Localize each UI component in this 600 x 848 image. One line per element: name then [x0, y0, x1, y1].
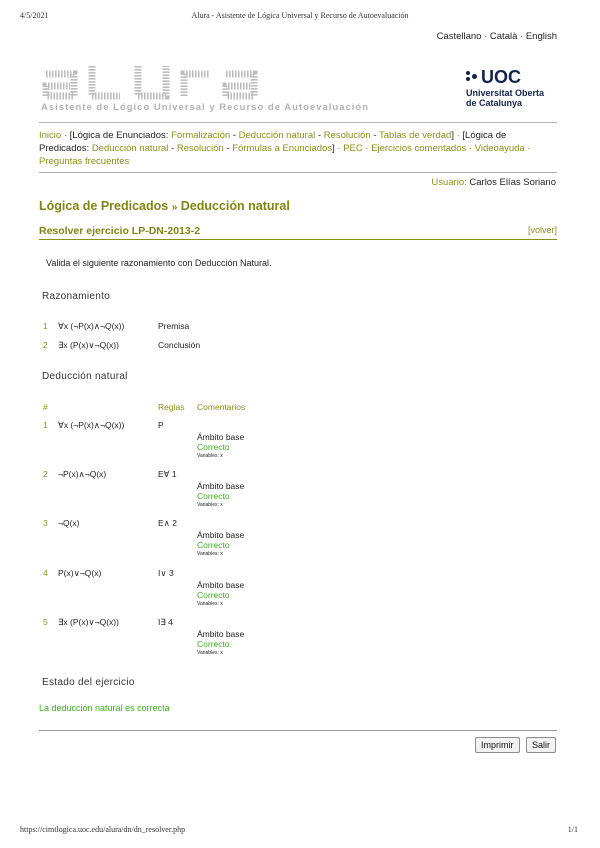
nav-resolucion-enunciados[interactable]: Resolución — [323, 130, 371, 141]
alura-logo[interactable] — [40, 60, 265, 100]
col-header-num: # — [43, 402, 48, 412]
nav-group-predicados: [Lógica de Predicados: — [39, 130, 507, 155]
row-formula: ¬Q(x) — [58, 518, 80, 528]
row-formula: ∃x (P(x)∨¬Q(x)) — [58, 617, 119, 627]
nav-formalizacion[interactable]: Formalización — [171, 130, 231, 141]
estado-heading: Estado del ejercicio — [42, 677, 135, 688]
user-info — [431, 177, 556, 188]
page-title — [39, 199, 290, 213]
uoc-name: UOC — [481, 67, 521, 87]
print-date: 4/5/2021 — [20, 11, 49, 20]
nav-deduccion-natural-enunciados[interactable]: Deducción natural — [238, 130, 316, 141]
row-regla: I∨ 3 — [158, 568, 174, 578]
uoc-line2: de Catalunya — [466, 98, 523, 108]
nav-preguntas-frecuentes[interactable]: Preguntas frecuentes — [39, 156, 130, 168]
row-num: 4 — [43, 568, 48, 578]
nav-inicio[interactable]: Inicio — [39, 130, 62, 141]
row-estado: Correcto — [197, 540, 230, 550]
col-header-reglas: Reglas — [158, 402, 185, 412]
conclusion-row-formula: ∃x (P(x)∨¬Q(x)) — [58, 340, 119, 350]
row-variables: Variables: x — [197, 502, 223, 508]
nav-pec[interactable]: PEC — [343, 143, 363, 155]
row-variables: Variables: x — [197, 601, 223, 607]
uoc-dots-icon — [466, 71, 478, 83]
row-estado: Correcto — [197, 442, 230, 452]
back-link[interactable]: [volver] — [527, 225, 557, 235]
exercise-instruction: Valida el siguiente razonamiento con Deducción Natural. — [46, 258, 272, 268]
nav-videoayuda[interactable]: Videoayuda — [474, 143, 525, 155]
premise-row-formula: ∀x (¬P(x)∧¬Q(x)) — [58, 321, 125, 331]
row-ambito: Ámbito base — [197, 481, 245, 491]
row-formula: ∀x (¬P(x)∧¬Q(x)) — [58, 420, 125, 430]
print-url: https://cimtlogica.uoc.edu/alura/dn/dn_resolver.php — [20, 825, 186, 834]
exit-button[interactable]: Salir — [526, 737, 556, 753]
lang-castellano[interactable]: Castellano — [436, 31, 482, 42]
deduccion-heading: Deducción natural — [42, 371, 128, 382]
row-num: 1 — [43, 420, 48, 430]
nav-group-enunciados: [Lógica de Enunciados: — [69, 130, 169, 141]
exercise-title: Resolver ejercicio LP-DN-2013-2 — [39, 225, 201, 237]
row-num: 3 — [43, 518, 48, 528]
breadcrumb-section: Lógica de Predicados — [39, 199, 169, 213]
lang-english[interactable]: English — [525, 31, 557, 42]
uoc-line1: Universitat Oberta — [466, 88, 545, 98]
lang-catala[interactable]: Català — [489, 31, 518, 42]
row-formula: P(x)∨¬Q(x) — [58, 568, 102, 578]
row-variables: Variables: x — [197, 650, 223, 656]
row-ambito: Ámbito base — [197, 432, 245, 442]
uoc-logo[interactable] — [466, 68, 544, 108]
nav-formulas-a-enunciados[interactable]: Fórmulas a Enunciados — [232, 143, 333, 155]
row-estado: Correcto — [197, 590, 230, 600]
row-estado: Correcto — [197, 639, 230, 649]
print-button[interactable]: Imprimir — [475, 737, 520, 753]
language-selector: Castellano · Català · English — [436, 31, 557, 42]
row-regla: I∃ 4 — [158, 617, 173, 627]
main-nav: Inicio · [Lógica de Enunciados: Formalización - Deducción natural - Resolución - Tablas de verdad] · [Lógica de Predicados: Deducción natural - Resolución - Fórmulas a Enunciados] · PEC · Ejercicios comentados · Videoayuda · Preguntas frecuentes — [39, 130, 531, 168]
col-header-comentarios: Comentarios — [197, 402, 246, 412]
print-page-number: 1/1 — [567, 825, 578, 834]
row-num: 2 — [43, 469, 48, 479]
user-name: Carlos Elías Soriano — [469, 177, 556, 188]
nav-resolucion-predicados[interactable]: Resolución — [176, 143, 224, 155]
row-variables: Variables: x — [197, 453, 223, 459]
row-ambito: Ámbito base — [197, 629, 245, 639]
razonamiento-heading: Razonamiento — [42, 291, 111, 302]
row-regla: E∧ 2 — [158, 518, 177, 528]
row-ambito: Ámbito base — [197, 530, 245, 540]
estado-message: La deducción natural es correcta — [39, 703, 170, 713]
alura-logo-graphic — [40, 60, 265, 100]
nav-deduccion-natural-predicados[interactable]: Deducción natural — [91, 143, 169, 155]
print-title: Alura - Asistente de Lógica Universal y Recurso de Autoevaluación — [191, 11, 409, 20]
breadcrumb-page: Deducción natural — [180, 199, 290, 213]
breadcrumb-separator: » — [171, 202, 178, 213]
premise-row-role: Premisa — [158, 321, 190, 331]
row-num: 5 — [43, 617, 48, 627]
conclusion-row-role: Conclusión — [158, 340, 201, 350]
row-regla: P — [158, 420, 164, 430]
nav-tablas-de-verdad[interactable]: Tablas de verdad — [378, 130, 452, 141]
row-estado: Correcto — [197, 491, 230, 501]
row-regla: E∀ 1 — [158, 469, 177, 479]
nav-ejercicios-comentados[interactable]: Ejercicios comentados — [371, 143, 467, 155]
row-formula: ¬P(x)∧¬Q(x) — [58, 469, 107, 479]
row-ambito: Ámbito base — [197, 580, 245, 590]
logo-subtitle: Asistente de Lógico Universal y Recurso de Autoevaluación — [41, 102, 370, 113]
row-variables: Variables: x — [197, 551, 223, 557]
user-label: Usuario: — [431, 177, 467, 188]
conclusion-row-num: 2 — [43, 340, 48, 350]
premise-row-num: 1 — [43, 321, 48, 331]
